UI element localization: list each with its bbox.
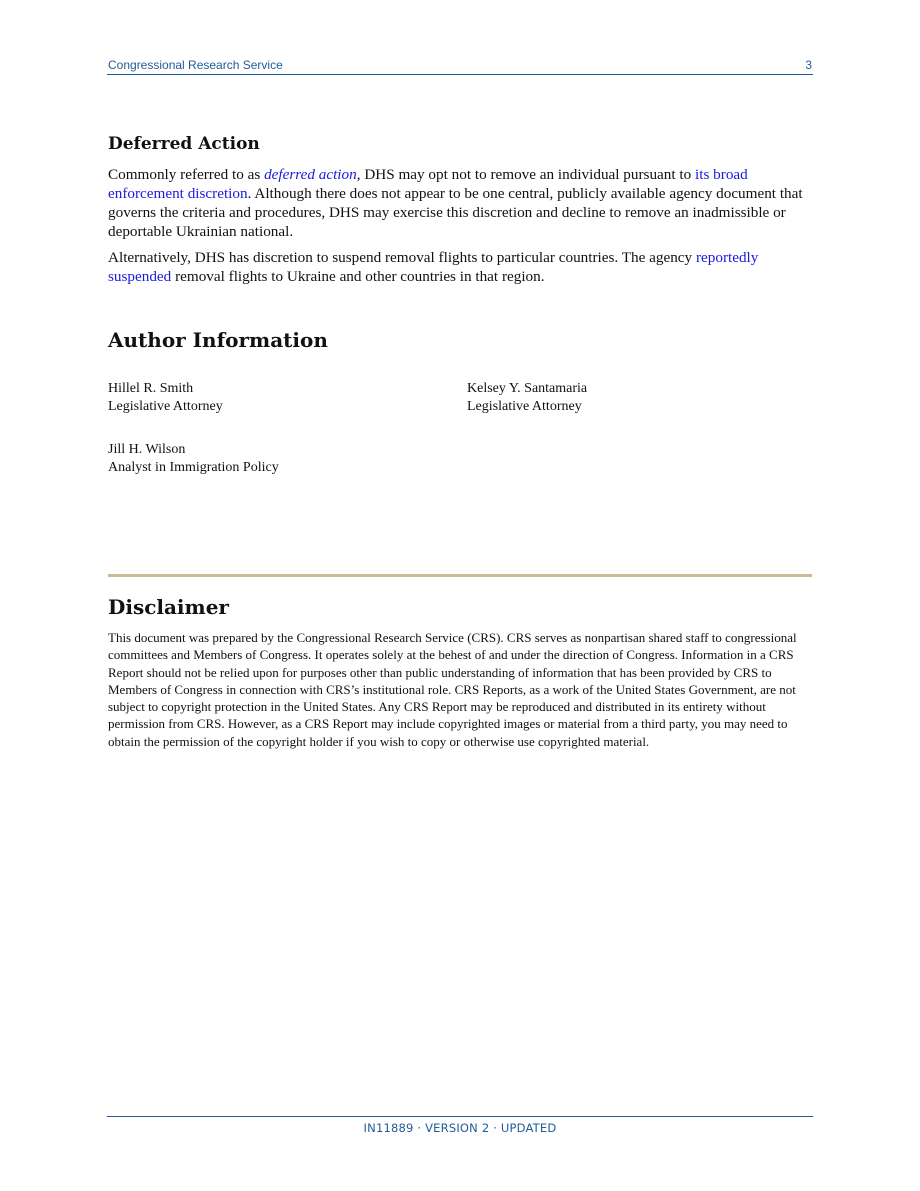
- reportedly-suspended-link[interactable]: reportedly suspended: [108, 249, 759, 285]
- author-title: Legislative Attorney: [467, 399, 582, 414]
- deferred-action-paragraph-1: [108, 165, 812, 241]
- author-name: Jill H. Wilson: [108, 442, 186, 457]
- disclaimer-divider: [108, 574, 812, 577]
- author-title: Analyst in Immigration Policy: [108, 460, 279, 475]
- text-run: removal flights to Ukraine and other countries in that region.: [171, 268, 545, 285]
- page-number: 3: [805, 58, 812, 72]
- deferred-action-paragraph-2: [108, 248, 812, 286]
- author-entry: [108, 380, 223, 416]
- deferred-action-link[interactable]: deferred action: [264, 166, 357, 183]
- text-run: . Although there does not appear to be one central, publicly available agency document that governs the criteria and procedures, DHS may exercise this discretion and decline to remove an inadmissible or deportable Ukrainian national.: [108, 185, 803, 240]
- author-title: Legislative Attorney: [108, 399, 223, 414]
- disclaimer-heading: Disclaimer: [108, 595, 229, 619]
- author-entry: [467, 380, 587, 416]
- disclaimer-section: [108, 629, 812, 750]
- deferred-action-section: [108, 165, 812, 286]
- text-run: , DHS may opt not to remove an individual pursuant to: [356, 166, 696, 183]
- footer-version-label: IN11889 · VERSION 2 · UPDATED: [363, 1121, 557, 1135]
- text-run: Alternatively, DHS has discretion to suspend removal flights to particular countries. The agency: [108, 249, 696, 266]
- author-entry: [108, 441, 279, 477]
- author-information-heading: Author Information: [108, 328, 328, 352]
- enforcement-discretion-link[interactable]: its broad enforcement discretion: [108, 166, 748, 202]
- text-run: Commonly referred to as: [108, 166, 265, 183]
- page-header: [107, 57, 813, 75]
- deferred-action-heading: Deferred Action: [108, 134, 260, 154]
- author-name: Hillel R. Smith: [108, 381, 194, 396]
- disclaimer-text: This document was prepared by the Congressional Research Service (CRS). CRS serves as nonpartisan shared staff to congressional committees and Members of Congress. It operates solely at the behest of and under the direction of Congress. Information in a CRS Report should not be relied upon for purposes other than public understanding of information that has been provided by CRS to Members of Congress in connection with CRS’s institutional role. CRS Reports, as a work of the United States Government, are not subject to copyright protection in the United States. Any CRS Report may be reproduced and distributed in its entirety without permission from CRS. However, as a CRS Report may include copyrighted images or material from a third party, you may need to obtain the permission of the copyright holder if you wish to copy or otherwise use copyrighted material.: [108, 630, 797, 749]
- header-org-name: Congressional Research Service: [108, 58, 283, 72]
- footer-divider: [107, 1116, 813, 1117]
- author-name: Kelsey Y. Santamaria: [467, 381, 588, 396]
